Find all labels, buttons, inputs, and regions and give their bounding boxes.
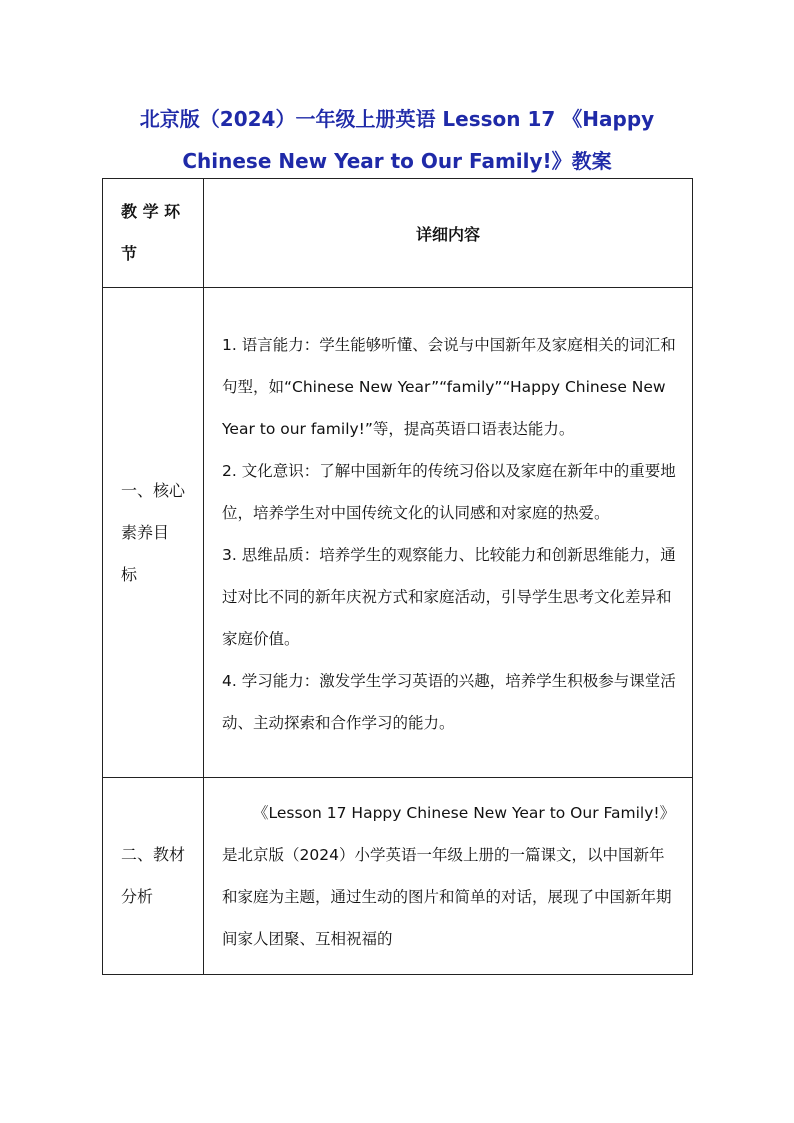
document-title [0, 98, 794, 182]
table-header-row [103, 179, 693, 288]
section-label-line: 二、教材 [121, 845, 186, 864]
section-label-line: 一、核心 [121, 480, 186, 500]
content-paragraph-language: 1. 语言能力：学生能够听懂、会说与中国新年及家庭相关的词汇和句型，如“Chinese New Year”“family”“Happy Chinese New Year to our family!”等，提高英语口语表达能力。 [222, 336, 676, 438]
title-line-2: Chinese New Year to Our Family!》教案 [182, 149, 612, 173]
section-content-cell [204, 288, 693, 778]
section-label-cell [103, 288, 204, 778]
header-section-cell [103, 179, 204, 288]
header-details-cell: 详细内容 [204, 179, 693, 288]
header-section-label-line-2: 节 [121, 244, 138, 263]
section-content-cell [204, 778, 693, 975]
section-label-line: 素养目 [121, 522, 170, 542]
content-paragraph-learning: 4. 学习能力：激发学生学习英语的兴趣，培养学生积极参与课堂活动、主动探索和合作学习的能力。 [222, 672, 676, 732]
table-row [103, 778, 693, 975]
content-paragraph-culture: 2. 文化意识：了解中国新年的传统习俗以及家庭在新年中的重要地位，培养学生对中国传统文化的认同感和对家庭的热爱。 [222, 462, 676, 522]
section-label-line: 标 [121, 564, 138, 584]
header-section-label-line-1: 教 学 环 [121, 202, 181, 221]
content-paragraph-textbook: 《Lesson 17 Happy Chinese New Year to Our Family!》是北京版（2024）小学英语一年级上册的一篇课文，以中国新年和家庭为主题，通过生动的图片和简单的对话，展现了中国新年期间家人团聚、互相祝福的 [222, 804, 676, 948]
content-paragraph-thinking: 3. 思维品质：培养学生的观察能力、比较能力和创新思维能力，通过对比不同的新年庆祝方式和家庭活动，引导学生思考文化差异和家庭价值。 [222, 546, 676, 648]
section-label-cell [103, 778, 204, 975]
title-line-1: 北京版（2024）一年级上册英语 Lesson 17 《Happy [139, 107, 655, 131]
lesson-plan-table [102, 178, 693, 975]
table-row [103, 288, 693, 778]
section-label-line: 分析 [121, 887, 154, 906]
